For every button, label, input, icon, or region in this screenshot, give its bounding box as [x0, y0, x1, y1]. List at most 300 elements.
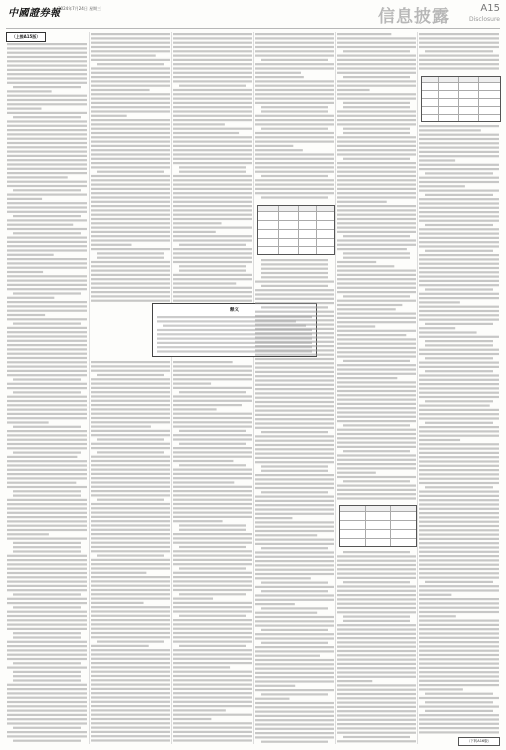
page-number: A15 — [480, 3, 500, 14]
text-line — [419, 529, 499, 531]
text-line — [255, 539, 334, 541]
text-line — [91, 89, 150, 91]
text-line — [337, 287, 416, 289]
text-line — [419, 164, 499, 166]
text-line — [7, 516, 87, 518]
text-line — [337, 46, 416, 48]
text-line — [419, 374, 499, 376]
text-line — [255, 362, 334, 364]
text-line — [173, 102, 252, 104]
text-line — [261, 59, 328, 61]
text-line — [419, 55, 499, 57]
text-line — [173, 735, 252, 737]
text-line — [255, 72, 301, 74]
text-line — [97, 63, 164, 65]
text-line — [173, 580, 252, 582]
text-line — [337, 689, 416, 691]
text-line — [255, 149, 303, 151]
text-line — [7, 684, 87, 686]
text-line — [255, 586, 334, 588]
text-line — [337, 145, 416, 147]
text-line — [419, 654, 499, 656]
text-line — [255, 637, 334, 639]
text-column-6b — [419, 124, 499, 734]
text-line — [419, 147, 499, 149]
text-line — [425, 400, 493, 402]
text-line — [419, 336, 499, 338]
text-line — [419, 714, 499, 716]
text-line — [91, 102, 170, 104]
text-line — [419, 331, 477, 333]
text-line — [255, 487, 334, 489]
text-line — [173, 658, 252, 660]
text-line — [419, 503, 499, 505]
text-line — [91, 494, 170, 496]
text-line — [7, 404, 87, 406]
text-line — [7, 434, 87, 436]
text-line — [7, 344, 87, 346]
text-line — [91, 119, 170, 121]
column-divider — [171, 32, 172, 744]
text-line — [419, 59, 499, 61]
text-line — [173, 537, 252, 539]
text-line — [261, 590, 328, 592]
text-line — [179, 546, 246, 548]
text-line — [91, 235, 170, 237]
text-line — [173, 576, 252, 578]
text-line — [13, 550, 81, 552]
text-line — [7, 211, 87, 213]
text-line — [91, 387, 170, 389]
text-line — [419, 675, 499, 677]
text-line — [13, 740, 81, 742]
text-line — [255, 63, 334, 65]
text-line — [173, 162, 252, 164]
text-line — [255, 85, 334, 87]
text-line — [173, 55, 252, 57]
text-line — [419, 680, 499, 682]
text-line — [337, 633, 416, 635]
text-line — [7, 103, 87, 105]
text-line — [91, 619, 170, 621]
text-line — [173, 184, 252, 186]
text-line — [337, 325, 375, 327]
text-line — [255, 179, 334, 181]
text-line — [91, 413, 170, 415]
text-column-3a — [173, 32, 253, 302]
text-line — [419, 276, 499, 278]
text-line — [91, 684, 170, 686]
text-line — [173, 477, 252, 479]
text-line — [261, 276, 328, 278]
text-line — [337, 394, 416, 396]
text-line — [7, 280, 87, 282]
text-line — [337, 585, 416, 587]
text-line — [419, 284, 499, 286]
text-line — [337, 555, 416, 557]
text-line — [173, 106, 252, 108]
text-line — [337, 115, 416, 117]
text-line — [91, 59, 170, 61]
text-line — [173, 563, 252, 565]
text-line — [91, 481, 170, 483]
text-line — [173, 274, 252, 276]
text-line — [7, 486, 87, 488]
text-line — [173, 606, 252, 608]
text-line — [337, 723, 416, 725]
text-line — [255, 341, 334, 343]
text-line — [7, 172, 87, 174]
text-line — [91, 585, 170, 587]
text-line — [91, 589, 170, 591]
text-line — [173, 499, 252, 501]
text-line — [91, 718, 170, 720]
text-line — [255, 392, 334, 394]
text-line — [173, 89, 252, 91]
text-line — [255, 504, 334, 506]
text-line — [91, 546, 170, 548]
text-line — [419, 228, 499, 230]
text-line — [419, 534, 499, 536]
text-line — [255, 680, 334, 682]
text-line — [255, 496, 334, 498]
text-line — [419, 697, 499, 699]
text-line — [179, 524, 246, 526]
text-line — [91, 50, 170, 52]
text-line — [7, 619, 87, 621]
text-line — [173, 231, 216, 233]
text-line — [419, 637, 499, 639]
text-line — [173, 503, 252, 505]
text-line — [7, 254, 54, 256]
text-line — [7, 697, 87, 699]
text-column-2a — [91, 32, 171, 302]
text-line — [255, 685, 295, 687]
text-line — [91, 37, 170, 39]
text-line — [337, 231, 416, 233]
text-line — [91, 222, 170, 224]
text-line — [419, 671, 499, 673]
text-line — [91, 503, 170, 505]
text-line — [337, 67, 416, 69]
text-line — [337, 459, 416, 461]
text-line — [173, 469, 252, 471]
text-line — [337, 153, 416, 155]
text-line — [91, 434, 170, 436]
text-line — [337, 205, 416, 207]
text-line — [173, 494, 252, 496]
text-line — [173, 158, 252, 160]
text-line — [337, 590, 416, 592]
text-line — [173, 98, 252, 100]
text-line — [337, 607, 416, 609]
text-line — [13, 215, 81, 217]
text-line — [261, 268, 328, 270]
text-line — [419, 706, 499, 708]
text-line — [337, 330, 416, 332]
text-line — [255, 551, 334, 553]
text-line — [255, 119, 334, 121]
text-line — [173, 516, 252, 518]
text-line — [343, 50, 410, 52]
text-line — [173, 451, 252, 453]
text-line — [419, 448, 499, 450]
text-line — [91, 209, 170, 211]
text-line — [337, 680, 372, 682]
text-line — [7, 722, 87, 724]
text-line — [173, 222, 222, 224]
text-line — [7, 185, 87, 187]
text-line — [91, 231, 170, 233]
text-line — [337, 411, 416, 413]
text-line — [419, 495, 499, 497]
text-line — [337, 598, 416, 600]
text-line — [255, 141, 334, 143]
text-line — [419, 589, 499, 591]
text-line — [91, 110, 170, 112]
text-line — [13, 671, 81, 673]
text-line — [91, 106, 170, 108]
text-line — [7, 361, 87, 363]
text-line — [173, 709, 226, 711]
text-line — [97, 257, 164, 259]
text-line — [97, 555, 164, 557]
text-line — [7, 688, 87, 690]
text-line — [337, 399, 416, 401]
text-line — [255, 401, 334, 403]
text-line — [337, 248, 407, 250]
text-line — [97, 499, 164, 501]
text-line — [91, 85, 170, 87]
text-line — [173, 533, 252, 535]
text-line — [91, 136, 170, 138]
text-line — [337, 454, 416, 456]
text-line — [173, 555, 252, 557]
text-line — [425, 194, 493, 196]
text-line — [173, 239, 252, 241]
text-line — [7, 400, 87, 402]
text-line — [7, 133, 87, 135]
text-line — [419, 663, 499, 665]
text-line — [337, 568, 416, 570]
text-line — [337, 377, 397, 379]
text-line — [173, 542, 252, 544]
text-line — [7, 219, 87, 221]
text-line — [419, 142, 499, 144]
text-line — [91, 662, 170, 664]
text-line — [337, 209, 416, 211]
text-line — [91, 227, 170, 229]
text-line — [255, 379, 334, 381]
text-line — [91, 128, 170, 130]
text-line — [173, 153, 252, 155]
text-line — [13, 675, 81, 677]
text-line — [91, 727, 170, 729]
text-line — [343, 424, 410, 426]
text-line — [419, 327, 455, 329]
text-line — [13, 679, 81, 681]
text-line — [91, 218, 170, 220]
text-line — [255, 668, 334, 670]
text-line — [337, 671, 416, 673]
text-line — [337, 149, 416, 151]
text-line — [261, 582, 328, 584]
text-line — [173, 248, 252, 250]
text-line — [13, 632, 81, 634]
text-line — [343, 128, 410, 130]
text-line — [7, 69, 87, 71]
text-line — [91, 632, 170, 634]
text-line — [91, 714, 170, 716]
text-line — [179, 244, 246, 246]
text-line — [255, 732, 334, 734]
text-line — [7, 163, 87, 165]
text-line — [337, 351, 416, 353]
text-line — [337, 472, 376, 474]
text-line — [173, 447, 252, 449]
text-line — [13, 606, 81, 608]
text-line — [7, 288, 87, 290]
text-line — [91, 464, 170, 466]
text-line — [261, 128, 328, 130]
text-line — [337, 437, 416, 439]
text-line — [7, 477, 87, 479]
text-line — [337, 719, 416, 721]
text-line — [173, 688, 252, 690]
text-line — [13, 490, 81, 492]
text-line — [97, 171, 164, 173]
text-line — [13, 391, 81, 393]
text-line — [7, 198, 42, 200]
text-line — [337, 364, 416, 366]
text-line — [173, 636, 252, 638]
text-line — [337, 227, 416, 229]
text-line — [337, 308, 396, 310]
text-line — [255, 298, 334, 300]
text-line — [91, 636, 170, 638]
text-line — [91, 300, 170, 302]
text-line — [419, 392, 499, 394]
text-line — [7, 576, 87, 578]
text-line — [91, 132, 170, 134]
text-line — [419, 546, 499, 548]
text-line — [419, 151, 499, 153]
text-line — [91, 287, 170, 289]
text-line — [173, 205, 252, 207]
text-line — [173, 141, 252, 143]
text-block — [337, 550, 416, 744]
text-line — [343, 450, 410, 452]
text-line — [91, 244, 132, 246]
text-line — [7, 90, 52, 92]
text-line — [179, 270, 246, 272]
text-line — [173, 649, 252, 651]
text-line — [91, 196, 170, 198]
text-line — [337, 624, 416, 626]
masthead: 中國證券報 — [8, 8, 61, 19]
text-line — [261, 285, 328, 287]
text-line — [91, 67, 170, 69]
text-line — [343, 616, 410, 618]
text-line — [173, 727, 252, 729]
text-line — [255, 315, 334, 317]
text-line — [419, 688, 463, 690]
text-line — [91, 383, 170, 385]
text-line — [419, 469, 499, 471]
text-line — [173, 300, 252, 302]
text-line — [179, 85, 246, 87]
text-line — [173, 175, 252, 177]
text-line — [343, 736, 410, 738]
text-line — [179, 645, 246, 647]
text-line — [419, 159, 455, 161]
text-line — [419, 220, 499, 222]
text-line — [337, 641, 416, 643]
text-line — [7, 305, 87, 307]
text-line — [419, 443, 499, 445]
text-line — [173, 132, 239, 134]
text-line — [255, 526, 334, 528]
text-line — [419, 473, 499, 475]
text-line — [173, 421, 252, 423]
text-line — [7, 649, 87, 651]
text-line — [7, 525, 87, 527]
text-line — [261, 175, 328, 177]
text-line — [419, 181, 499, 183]
text-line — [91, 567, 170, 569]
text-line — [173, 512, 252, 514]
text-line — [261, 306, 328, 308]
text-line — [255, 371, 334, 373]
text-line — [7, 168, 87, 170]
text-line — [337, 463, 416, 465]
text-line — [173, 623, 252, 625]
text-line — [419, 602, 499, 604]
text-line — [91, 188, 170, 190]
text-line — [255, 132, 334, 134]
text-line — [419, 42, 499, 44]
text-line — [173, 278, 252, 280]
text-line — [91, 666, 170, 668]
text-line — [419, 33, 499, 35]
text-line — [419, 460, 499, 462]
text-column-6a — [419, 32, 499, 72]
text-line — [173, 227, 252, 229]
text-line — [91, 447, 170, 449]
text-line — [7, 335, 87, 337]
text-line — [343, 295, 410, 297]
text-block — [419, 124, 499, 734]
text-line — [419, 641, 499, 643]
text-line — [173, 585, 252, 587]
text-line — [91, 430, 170, 432]
text-line — [173, 63, 252, 65]
text-line — [255, 171, 334, 173]
text-line — [337, 162, 416, 164]
text-line — [419, 379, 499, 381]
text-line — [173, 361, 233, 363]
text-line — [91, 395, 170, 397]
text-line — [255, 324, 334, 326]
text-line — [343, 360, 410, 362]
text-line — [91, 602, 144, 604]
text-line — [419, 155, 499, 157]
text-line — [255, 384, 334, 386]
text-line — [179, 430, 246, 432]
text-line — [91, 239, 170, 241]
text-line — [255, 719, 334, 721]
text-line — [337, 196, 416, 198]
